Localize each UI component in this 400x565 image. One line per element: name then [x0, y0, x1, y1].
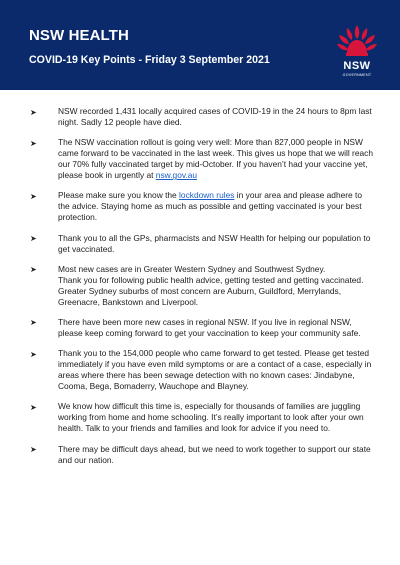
point-text: Thank you to all the GPs, pharmacists and NSW Health for helping our population to get vaccinated. [58, 232, 371, 254]
header-banner [0, 0, 400, 90]
lockdown-rules-link[interactable]: lockdown rules [179, 190, 235, 201]
page-subtitle: COVID-19 Key Points - Friday 3 September 2021 [29, 54, 270, 66]
list-item [30, 137, 375, 181]
point-text-line: Thank you for following public health advice, getting tested and getting vaccinated. Greater Sydney suburbs of most concern are Auburn, Guildford, Merrylands, Greenacre, Bankstown and Liverpool. [58, 274, 364, 307]
arrowhead-bullet-icon: ➤ [30, 445, 37, 454]
arrowhead-bullet-icon: ➤ [30, 234, 37, 244]
point-text: We know how difficult this time is, especially for thousands of families are juggling working from home and home schooling. It’s really important to look after your own health. Talk to your friends and families and look for advice if you need to. [58, 401, 364, 434]
arrowhead-bullet-icon: ➤ [30, 402, 37, 412]
arrowhead-bullet-icon: ➤ [30, 265, 37, 275]
nsw-government-logo [335, 23, 379, 77]
point-text: NSW recorded 1,431 locally acquired cases of COVID-19 in the 24 hours to 8pm last night. Sadly 12 people have died. [58, 106, 372, 127]
list-item [30, 401, 375, 434]
list-item [30, 348, 375, 392]
logo-subtext: GOVERNMENT [342, 73, 372, 77]
list-item [30, 264, 375, 308]
arrowhead-bullet-icon: ➤ [30, 191, 37, 201]
page-title: NSW HEALTH [29, 27, 129, 44]
point-text: Please make sure you know the [58, 190, 180, 201]
list-item [30, 317, 375, 339]
list-item [30, 233, 375, 255]
list-item [30, 190, 375, 223]
point-text: There have been more new cases in regional NSW. If you live in regional NSW, please keep coming forward to get your vaccination to keep your community safe. [58, 316, 361, 338]
arrowhead-bullet-icon: ➤ [30, 318, 37, 328]
nsw-gov-link[interactable]: nsw.gov.au [155, 170, 198, 181]
point-text-line: Most new cases are in Greater Western Sydney and Southwest Sydney. [58, 263, 326, 274]
list-item [30, 444, 375, 466]
key-points-list [30, 106, 375, 475]
logo-wordmark: NSW [343, 60, 371, 72]
list-item [30, 106, 375, 128]
point-text: The NSW vaccination rollout is going very well: More than 827,000 people in NSW came forward to be vaccinated in the last week. This gives us hope that we will reach our 70% fully vaccinated target by mid-October. If you haven’t had your vaccine yet, please book in urgently at [58, 137, 373, 181]
point-text: Thank you to the 154,000 people who came forward to get tested. Please get tested immediately if you have even mild symptoms or are a contact of a case, especially in areas where there has been sewage detection with no known cases: Jindabyne, Cooma, Bega, Bomaderry, Wauchope and Blayney. [58, 348, 372, 392]
point-text-tail: in your area and please adhere to the advice. Staying home as much as possible and getting vaccinated is your best protection. [58, 190, 363, 223]
arrowhead-bullet-icon: ➤ [30, 107, 37, 117]
point-text: There may be difficult days ahead, but we need to work together to support our state and our nation. [58, 443, 371, 465]
arrowhead-bullet-icon: ➤ [30, 349, 37, 359]
arrowhead-bullet-icon: ➤ [30, 138, 37, 148]
waratah-flower-icon [335, 23, 379, 61]
